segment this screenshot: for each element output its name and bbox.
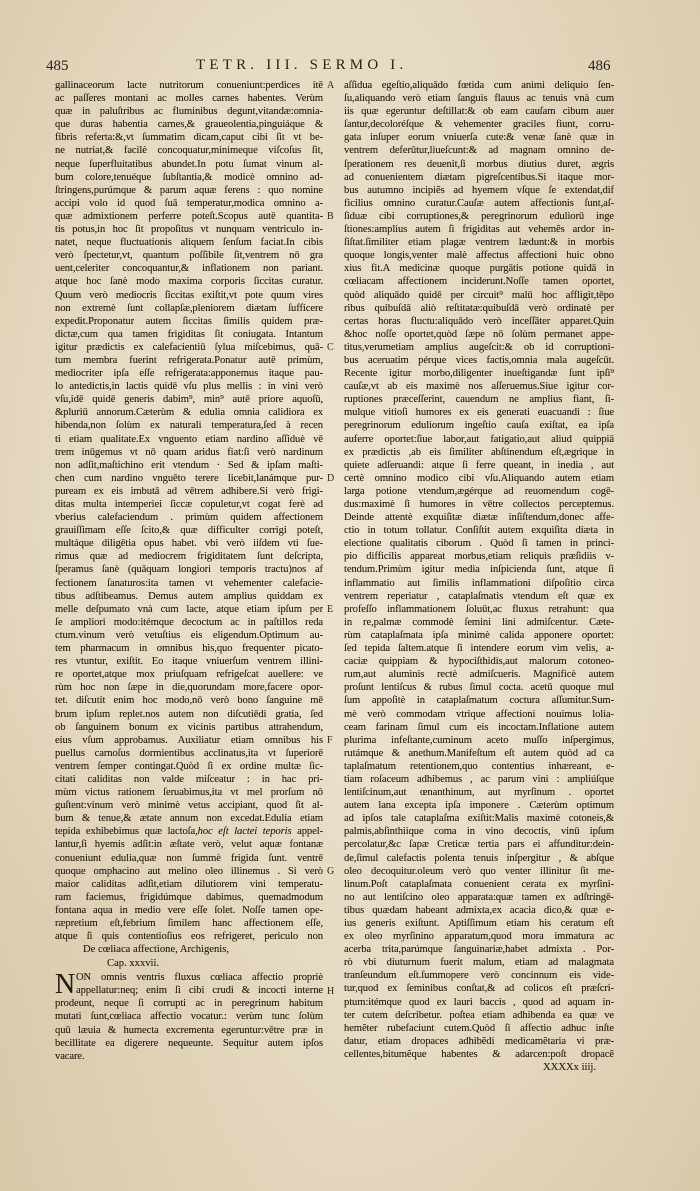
text-line: eius vſum approbamus. Auxiliatur etiam omnibus his	[55, 734, 323, 746]
text-line: expedit.Proponatur autem ſiccitas ſimilis quidem præ-	[55, 315, 323, 327]
text-line: tranſeundum eſt.ſummopere verò concinnum eis vide-	[344, 970, 614, 982]
drop-cap-initial: N	[55, 969, 76, 1001]
text-line: Quum verò mediocris ſiccitas exiſtit,vt pote quum vires	[55, 289, 323, 301]
text-line: appellatur:neq; enim ſi cibi crudi & incocti interne	[76, 985, 323, 997]
text-segment: tepida exhibebimus quæ lactoſa,	[55, 826, 198, 838]
text-line: certas horas fluctu:aliquādo verò inceſſāter apparet.Quin	[344, 315, 614, 327]
text-line: quū læuia & humecta excrementa egeruntur:vētre præ in	[55, 1024, 323, 1036]
text-line: tem pharmacum in omnibus his,quo frequenter picato-	[55, 643, 323, 655]
text-line: natet, neque fluctuationis aliquem ſenſum faciat.In cibis	[55, 237, 323, 249]
signature-mark: XXXXx iiij.	[543, 1062, 596, 1074]
text-line: ſtringens,purúmque & parum aquæ ferens : quo nomine	[55, 184, 323, 196]
text-line: ON omnis ventris fluxus cœliaca affectio propriè	[76, 972, 323, 984]
text-line: ram faciemus, frigidúmque dabimus, quemadmodum	[55, 891, 323, 903]
text-line: aſſidua egeſtio,aliquādo fœtida cum animi deliquio ſen-	[344, 80, 614, 91]
text-line: ræpretium eſt,febrium ſimilem hanc affectionem eſſe,	[55, 918, 323, 929]
text-line: ius generis exiſtunt. Aptiſſimum etiam his ceratum eſt	[344, 918, 614, 929]
text-line: fibris referta:&,vt ſummatim dicam,caput cibi ſit vt be-	[55, 132, 323, 144]
text-line: bum colore,tenuéque ſubſtantia,& modicè omnino ad-	[55, 171, 323, 183]
text-line: rimus quæ ad mediocrem frigiditatem ſunt deſcripta,	[55, 551, 323, 563]
text-line: cellentes,bitumẽque habentes & adarcen:poſt dropacẽ	[344, 1048, 614, 1060]
text-line: ne nutriat,& facilè concoquatur,minimeque viſcoſus ſit,	[55, 145, 323, 157]
right-column-body	[344, 79, 614, 1061]
text-line: iis quæ egeruntur deſtillat:& ob eam cauſam cibum auer	[344, 106, 614, 118]
text-segment: appel-	[291, 826, 323, 838]
text-line: no aut lentiſcino oleo apparata:quæ tamen ex adſtringē-	[344, 891, 614, 903]
text-line: chen cum nardino vnguēto terere licebit,lanámque pur-	[55, 472, 323, 484]
text-line: ctio in totum tollatur. Conſiſtit autem exquiſita diæta in	[344, 525, 614, 537]
text-line: ficilius omnino curatur.Cauſæ autem affectionis ſunt,aſ-	[344, 197, 614, 209]
text-line: tendum.Primùm igitur media inſpicienda ſunt, atque ſi	[344, 564, 614, 576]
text-line: trem inūgemus vt nō quam aridus fiat:ſi verò nardinum	[55, 446, 323, 458]
text-line: lantur,ſi hyemis adſit:in æſtate verò, velut aquæ fontanæ	[55, 839, 323, 851]
text-line: bus autumno incipiẽs ad hyemem vſque ſe extendat,dif	[344, 184, 614, 196]
text-line: titus,verumetiam amplius augeſcit:& ob id corruptioni-	[344, 341, 614, 353]
margin-letter-b: B	[327, 211, 334, 222]
text-line: ad conuenientem diætam pigreſcentibus.Si itaque mor-	[344, 171, 614, 183]
text-line: cauſæ,vt ab eis maximè nos aſſeruemus.Siue igitur cor-	[344, 381, 614, 393]
text-line: tis potus,in hoc ſit propoſitus vt nunquam ventriculo in-	[55, 224, 323, 236]
text-line: inflammatio aut ſimilis inflammationi diſpoſitio circa	[344, 577, 614, 589]
text-line: puellus carnoſus dormientibus acclinatus,ita vt ſuperiorē	[55, 747, 323, 759]
text-line: oleo decoquitur.oleum verò quo venter illinitur ſit me-	[344, 865, 614, 877]
italic-gloss: hoc eſt lactei teporis	[197, 826, 292, 838]
left-column	[55, 79, 323, 1063]
text-line: ti etiam qualitate.Ex vnguento etiam nardino aſſiduè vē	[55, 433, 323, 445]
text-line: que duras habentia carnes,& graueolentia,pinguiáque &	[55, 119, 323, 131]
text-line: hibenda,non ſolùm ex naturali temperatura,ſed à recen	[55, 420, 323, 432]
text-line: fectionem ſanaturos:ita tamen vt vehementer calefacie-	[55, 577, 323, 589]
text-line: multáque diligētia opus habet. vbi verò iiſdem vti ſue-	[55, 538, 323, 550]
running-head: TETR. III. SERMO I.	[196, 57, 408, 73]
right-column	[344, 79, 614, 1075]
text-line: datur, etiam dropaces adhibẽdi medicamẽtaria vi præ-	[344, 1035, 614, 1047]
text-line: quoque longis,venter malè affectus affectioni huic obno	[344, 250, 614, 262]
text-line: atque ſi quis contentioſius eos refrigeret, periculo non	[55, 931, 323, 943]
text-line: ventrem reperiatur , cataplaſmatis vtendum eſt quæ ex	[344, 590, 614, 602]
text-line: ptum:itémque quod ex lauri baccis , quod ad aquam in-	[344, 996, 614, 1008]
text-line: dus:maximè ſi humores in vētre collectos perceptemus.	[344, 499, 614, 510]
right-page-number: 486	[588, 58, 611, 74]
left-column-body	[55, 79, 323, 943]
text-line: mediocriter ipſa eſſe refrigerata:apponemus itaque pau-	[55, 368, 323, 380]
text-line: ſed tepida ſaltem.atque ſi intendere eorum vim velis, a-	[344, 643, 614, 655]
margin-letter-f: F	[327, 735, 333, 746]
text-line: non extremè ſunt collapſæ,pleniorem diætam ſufficere	[55, 302, 323, 314]
text-line: quòd aliquādo quidē per circuit⁹ malū hoc affligit,tēpo	[344, 289, 614, 301]
margin-letter-a: A	[327, 80, 335, 91]
text-line: certè omnino modico cibi vſu.Aliquando autem etiam	[344, 472, 614, 484]
text-line: ſe ampliori modo:itémque decoctum ac in paſtillos reda	[55, 616, 323, 628]
text-line: ventrem ſemper contingat.Quòd ſi ex ordine multæ ſic-	[55, 760, 323, 772]
text-line: ſiduæ cibi corruptiones,& peregrinorum eduliorū inge	[344, 210, 614, 222]
text-line: lo antedictis,in lactis quidē vſu plus mellis : in vini verò	[55, 381, 323, 393]
text-line: ex prædictis ,ab eis ſimiliter abſtinendum eſt,ægrique in	[344, 446, 614, 458]
text-line: bum & tenue,& ætate annum non excedat.Edulia etiam	[55, 813, 323, 825]
text-line: mùm victus rationem ſeruabimus,ita vt mel prorſum nō	[55, 787, 323, 799]
text-line: uent,celeriter concoquantur,& inflationem non pariant.	[55, 263, 323, 275]
text-line: tibus adſtibeamus. Demus autem amplius quiddam ex	[55, 590, 323, 602]
text-line: gata inſuper eorum vniuerſa cute:& venæ ſanè quæ in	[344, 132, 614, 144]
text-line: guſtent:vinum verò minimè vetus accipiant, quod ſit al-	[55, 800, 323, 812]
text-line: re oportet,atque mox priuſquam refrigeſcat auellere: ve	[55, 669, 323, 681]
text-line: prodeunt, neque ſi corrupti ac in peregrinum habitum	[55, 998, 323, 1010]
text-line: rùm hoc non ſæpe in die,quorundam more,facere opor-	[55, 682, 323, 694]
text-line: Deinde attentè exquiſitæ diætæ inſiſtendum,donec affe-	[344, 512, 614, 524]
chapter-heading: De cœliaca affectione, Archigenis,	[83, 944, 229, 956]
text-line: profeſſo inflammationem ſoluūt,ac fluxus retrahunt: qua	[344, 603, 614, 615]
text-line: ctum.vinum verò vetuſtius eis eligendum.Optimum au-	[55, 629, 323, 641]
text-line: ribus quibuſdā aliò reſtitatæ:quibuſdā verò ordinatè per	[344, 302, 614, 314]
text-line	[55, 825, 323, 838]
text-line: ceam farinam ſimul cum eis incoctam.Inflatione autem	[344, 721, 614, 733]
text-line: quæ admixtionem perferre poteſt.Scopus autē quantita-	[55, 210, 323, 222]
text-line: ad ipſos tale cataplaſma exiſtit:Malis maximè cotoneis,&	[344, 813, 614, 825]
text-line: ſum appoſitè in cataplaſmatum coctura aſſumitur.Sum-	[344, 695, 614, 707]
text-line: ſperationem res deuenit,ſi morbus diutius duret, ægris	[344, 158, 614, 170]
text-line: ſperamus ſanè (quāquam longiori temporis tractu)nos af	[55, 564, 323, 576]
text-line: ditas multa intemperiei ſiccæ copuletur,vt cogat ferè ad	[55, 499, 323, 510]
margin-letter-c: C	[327, 342, 334, 353]
text-line: tibus quædam habeant admixta,ex acacia dico,& quæ e-	[344, 904, 614, 916]
text-line: ruptiones præceſſerint, cauendum ne amplius fiant, ſi-	[344, 394, 614, 406]
text-line: non adſit,maſtichino erit vtendum · Sed & ipſam maſti-	[55, 459, 323, 471]
text-line: linum.Poſt cataplaſmata conuenient cerata ex myrſini-	[344, 878, 614, 890]
text-line: igitur prædictis ex calefacientiū ſylua miſcebimus, quā-	[55, 341, 323, 353]
margin-letter-h: H	[327, 986, 335, 997]
text-line: hemẽter rubefaciunt cutem.Quòd ſi affectio adhuc inſte	[344, 1022, 614, 1034]
text-line: de,ſimul calefactis polenta tenuis inſpergitur , & abſque	[344, 852, 614, 864]
text-line: percolatur,&c ſapæ Creticæ tertia pars ei affunditur:dein-	[344, 839, 614, 851]
text-line: tiam roſaceum adhibemus , ac parum vini : ampliúſque	[344, 773, 614, 785]
text-line: mulque vitioſi humores ex eis generati euacuandi : ſiue	[344, 407, 614, 419]
margin-letter-e: E	[327, 604, 334, 615]
text-line: quiete adſeruandi: atque ſi ferre queant, in inedia , aut	[344, 459, 614, 471]
text-line: tur,quod ex ſeminibus conſtat,& ad colicos eſt præſcri-	[344, 983, 614, 995]
text-line: quæ in paluſtribus ac fluminibus degunt,vitandæ:omnia-	[55, 106, 323, 118]
text-line: rò vbi diuturnum fuerit malum, etiam ad malagmata	[344, 957, 614, 969]
text-line: tum membra fuerint refrigerata.Ponatur autē primùm,	[55, 354, 323, 366]
text-line: ſiſtat.ſimiliter etiam plagæ ventrem lædunt:& in morbis	[344, 237, 614, 249]
chapter-number: Cap. xxxvii.	[107, 958, 160, 970]
text-line: verò ſpectetur,vt, quantum poſſibile ſit,ventrem nō gra	[55, 250, 323, 262]
text-line: brum ipſum replet.nos autem non diſcutiēdi gratia, ſed	[55, 708, 323, 720]
text-line: melle deſpumato vnà cum lacte, atque etiam ipſum per	[55, 603, 323, 615]
text-line: taplaſmatum retentionem,quo contentius inhæreant, e-	[344, 760, 614, 772]
text-line: neque ſuperfluitatibus abundet.In potu ſumat vinum al-	[55, 158, 323, 170]
text-line: plurima infeſtante,cuminum aceto muſſo inſpergimus,	[344, 734, 614, 746]
text-line: ter cutem deſcribetur. poſtea etiam adhibenda ea quæ ve	[344, 1009, 614, 1021]
text-line: ventrem deferūtur,liueſcunt:& ad magnam omnino de-	[344, 145, 614, 157]
text-line: palmis,abſinthiique coma in vino decoctis, vinū ipſum	[344, 826, 614, 838]
text-line: mè verò commodam vtrique affectioni nouimus lolia-	[344, 708, 614, 720]
text-line: bus aceruatim pérque vices factis,omnia mala augeſcūt.	[344, 354, 614, 366]
text-line: ob ſanguinem bonum ex vicinis partibus attrahendum,	[55, 721, 323, 733]
text-line: proſunt lentiſcus & rubus ſimul cocta. acetū quoque mul	[344, 682, 614, 694]
text-line: citati caliditas non valde miſceatur : in hac pri-	[55, 773, 323, 785]
text-line: atque hoc ſanè modo maxima corporis ſiccitas curatur.	[55, 276, 323, 288]
text-line: dictæ,cum qua tamen frigiditas ſit coniugata. Intantum	[55, 328, 323, 340]
text-line: ſu,aliquando verò etiam ſanguis flauus ac tenuis vnà cum	[344, 93, 614, 105]
text-line: ſtiones:amplius autem ſi frigiditas aut vehemẽs ardor in-	[344, 224, 614, 236]
text-line: &pluriū annorum.Cæterùm & edulia omnia calidiora ex	[55, 407, 323, 419]
left-page-number: 485	[46, 58, 69, 74]
margin-letter-d: D	[327, 473, 335, 484]
margin-letter-g: G	[327, 866, 335, 877]
text-line: tet. diſcutit enim hoc modo,nō verò bono ſanguine mē	[55, 695, 323, 707]
text-line: lentiſcinum,aut œnanthinum, aut myrſinum . oportet	[344, 787, 614, 799]
text-line: rum,aut aluminis rectè admiſcueris. Magnificè autem	[344, 669, 614, 681]
text-line: conueniunt edulia,quæ non ſummè frigida ſunt. ventrē	[55, 852, 323, 864]
text-line: becillitate ea digerere nequeunte. Sequitur autem ipſos	[55, 1037, 323, 1049]
text-line: vberius calefaciendum . primùm quidem affectionem	[55, 512, 323, 524]
text-line: res vtuntur, exiſtit. Eo itaque vniuerſum ventrem illini-	[55, 656, 323, 668]
text-line: larga potione vtendum,ægérque ad reuomendum cogē-	[344, 485, 614, 497]
text-line: vacare.	[55, 1050, 85, 1062]
text-line: Recente igitur morbo,diligenter inueſtigandæ ſunt ipſi⁹	[344, 368, 614, 380]
text-line: grauiſſimam eſſe ſcito,& quæ difficulter corrigi poteſt,	[55, 525, 323, 537]
text-line: xius fit.A medicinæ quoque purgātis potione quidā in	[344, 263, 614, 275]
text-line: acerba trita,parúmque ſanguinariæ,habet admixta . Por-	[344, 944, 614, 956]
text-line: fontana aqua in medio vere eſſe ſolet. Noſſe tamen ope-	[55, 904, 323, 916]
chapter-body	[55, 971, 323, 1063]
text-line: accipi volo id quod ſuā temperatur,modica omnino a-	[55, 197, 323, 209]
text-line: in re,palmæ commodè ſemini lini admiſcentur. Cæte-	[344, 616, 614, 628]
text-line: peregrinorum eduliorum ingeſtio cauſa exiſtat, ea ipſa	[344, 420, 614, 432]
text-line: ſantur,decoloréſque & vehementer graciles fiunt, corru-	[344, 119, 614, 131]
text-line: ac paſſeres montani ac molles carnes habentes. Verùm	[55, 93, 323, 105]
text-line: maior caliditas adſit,etiam dilutiorem vini temperatu-	[55, 878, 323, 890]
text-line: puream ex eis imbutā ad vētrem adhibere.Si verò frigi-	[55, 485, 323, 497]
text-line: cœliacam affectionem inciderunt.Noſſe tamen oportet,	[344, 276, 614, 288]
text-line: ex oleo myrſinino apparatum,quod mora immatura ac	[344, 931, 614, 943]
text-line: quoque omphacino aut melino oleo illinemus . Si verò	[55, 865, 323, 877]
text-line: gallinaceorum lacte nutritorum conueniunt:perdices itē	[55, 80, 323, 91]
text-line: pio difficilis appareat morbus,etiam reliquis præſidiis v-	[344, 551, 614, 563]
text-line: &hoc noſſe oportet,quòd ſæpe nō ſolùm permanet appe-	[344, 328, 614, 340]
text-line: caciæ quippiam & hypociſthidis,aut malorum cotoneo-	[344, 656, 614, 668]
text-line: electione qualitatis ciborum . Quòd ſi tamen in princi-	[344, 538, 614, 550]
text-line: rùm cataplaſmata ipſa minimè calida apponere oportet:	[344, 629, 614, 641]
text-line: vſu,idē quidē generis dabim⁹, min⁹ autē priore aquoſū,	[55, 394, 323, 406]
text-line: rutámque & anethum.Manifeſtum eſt autem quòd ad ca	[344, 747, 614, 759]
text-line: auferre oportet:ſiue labor,aut fatigatio,aut aliud quippiā	[344, 433, 614, 445]
text-line: autem lana excepta ipſa imponere . Cæterùm optimum	[344, 800, 614, 812]
text-line: mutati ſunt,cœliaca affectio vocatur.: verùm tunc ſolùm	[55, 1011, 323, 1023]
